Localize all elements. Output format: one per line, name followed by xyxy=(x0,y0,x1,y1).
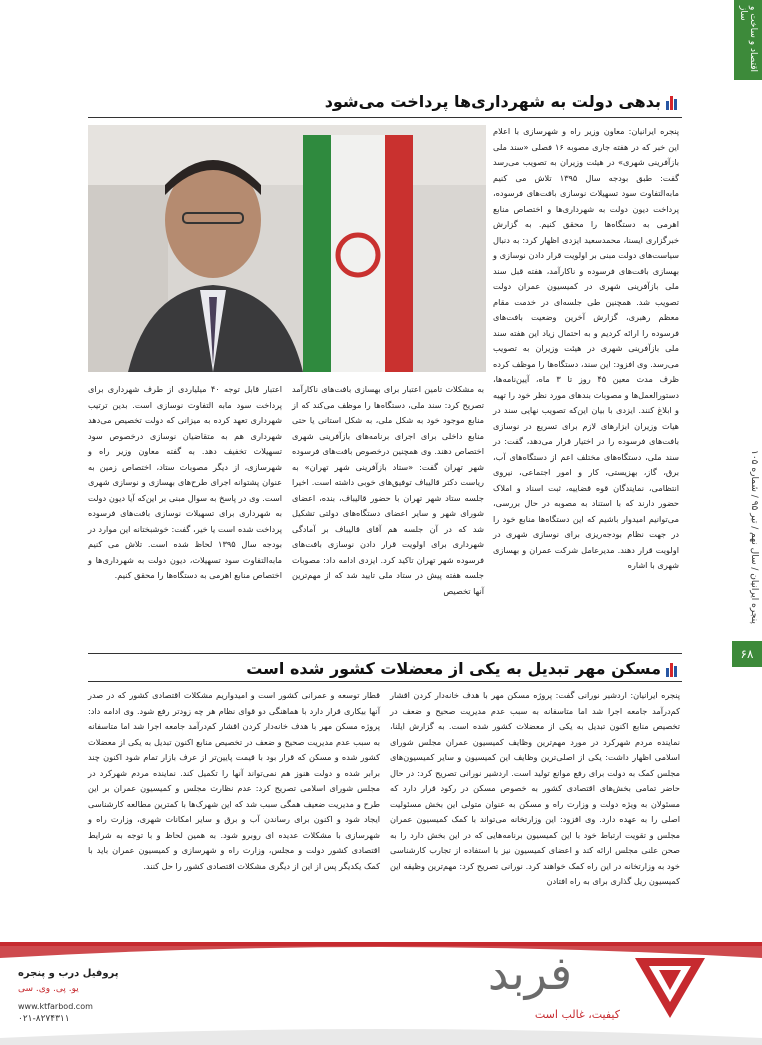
article2-divider xyxy=(88,681,682,682)
product-title: پروفیل درب و پنجره xyxy=(18,968,119,979)
section-tab xyxy=(734,0,762,80)
article1-column-middle: به مشکلات تامین اعتبار برای بهسازی بافت‌های ناکارآمد تصریح کرد: سند ملی، دستگاه‌ها را موظف می‌کند که از منابع موجود خود به شکل ملی، به شکل استانی یا حتی منابع داخلی برای اجرای برنامه‌های بازآفرینی شهری اختصاص دهند. وی همچنین درخصوص بافت‌های فرسوده شهر تهران گفت: «ستاد بازآفرینی شهر تهران» به ریاست دکتر قالیباف توفیق‌های خوبی داشته است. اخیرا جلسه ستاد شهر تهران با حضور قالیباف، بنده، اعضای شورای شهر و سایر اعضای دستگاه‌های دولتی تشکیل شد که در آن جلسه هم آقای قالیباف بر آمادگی شهرداری برای اولویت قرار دادن نوسازی بافت‌های فرسوده شهر تهران تاکید کرد. ایزدی ادامه داد: مصوبات جلسه هفته پیش در ستاد ملی تایید شد که از مهم‌ترین آنها تخصیص xyxy=(292,384,484,596)
sidebar xyxy=(734,0,762,1045)
page-number: ۶۸ xyxy=(732,641,762,667)
footer-advertisement xyxy=(0,938,762,1045)
article2-top-divider xyxy=(88,653,682,654)
article2-title: مسکن مهر تبدیل به یکی از معضلات کشور شده است xyxy=(246,659,661,678)
article1-column-right: پنجره ایرانیان: معاون وزیر راه و شهرسازی با اعلام این خبر که در هفته جاری مصوبه ۱۶ فصلی «سند ملی بازآفرینی شهری» در هیئت وزیران به تصویب می‌رسد گفت: طبق بودجه سال ۱۳۹۵ تلاش می کنیم مابه‌التفاوت سود تسهیلات نوسازی بافت‌های فرسوده، پرداخت دیون دولت به شهرداری‌ها و اختصاص منابع اهرمی به دستگاه‌ها را محقق کنیم. به گزارش خبرگزاری ایسنا، محمدسعید ایزدی اظهار کرد: به دنبال سیاست‌های دولت مبنی بر اولویت قرار دادن نوسازی و بهسازی بافت‌های فرسوده و ناکارآمد، هفته قبل سند ملی بازآفرینی شهری در کمیسیون عمران دولت تصویب شد. همچنین طی جلسه‌ای در خدمت مقام معظم رهبری، گزارش آخرین وضعیت بافت‌های فرسوده را ارائه کردیم و به احتمال زیاد این هفته سند ملی بازآفرینی شهری در هیئت وزیران به تصویب می‌رسد. وی افزود: این سند، دستگاه‌ها را موظف کرده ظرف مدت معین ۴۵ روز تا ۳ ماه، آیین‌نامه‌ها، دستورالعمل‌ها و مصوبات بندهای مورد نظر خود را تهیه و ابلاغ کنند. ایزدی با بیان این‌که تصویب نهایی سند در هیات وزیران ابزارهای لازم برای تسریع در نوسازی بافت‌های فرسوده را در اختیار قرار می‌دهد، گفت: در سند ملی، دستگاه‌های مختلف اعم از دستگاه‌های آب، برق، گاز، بهزیستی، کار و امور اجتماعی، نیروی انتظامی، نمایندگان قوه قضاییه، ثبت اسناد و املاک حضور دارند که با استناد به مصوبه در حال بررسی، می‌توانیم امیدوار باشیم که این دستگاه‌ها منابع خود را در جهت نظام بودجه‌ریزی برای نوسازی شهری در اولویت قرار دهند. مدیرعامل شرکت عمران و بهسازی شهری با اشاره xyxy=(493,126,679,570)
website-link[interactable]: www.ktfarbod.com xyxy=(18,1002,93,1011)
section-tab-label: اقتصاد و ساخت و ساز xyxy=(738,6,758,73)
brand-tagline: کیفیت، غالب است xyxy=(534,1008,620,1021)
phone-number: ۰۲۱-۸۲۷۴۳۱۱ xyxy=(18,1014,70,1024)
headline-bars-icon xyxy=(666,96,678,110)
article2-column-right: پنجره ایرانیان: اردشیر نورانی گفت: پروژه مسکن مهر با هدف خانه‌دار کردن اقشار کم‌درآمد جامعه اجرا شد اما متاسفانه به سبب عدم مدیریت صحیح و ضعف در تخصیص منابع اکنون تبدیل به یکی از معضلات کشور شده است. به گزارش ایلنا، نماینده مردم شهرکرد در مورد مهم‌ترین وظایف کمیسیون عمران مجلس شورای اسلامی اظهار داشت: یکی از اصلی‌ترین وظایف این کمیسیون و سایر کمیسیون‌های مجلس کمک به دولت برای رفع موانع تولید است. اردشیر نورانی تصریح کرد: در حال حاضر تمامی بخش‌های اقتصادی کشور به خصوص مسکن در رکود قرار دارد که مسئولان به ویژه دولت و وزارت راه و مسکن به عنوان متولی این بخش مسئولیت اصلی را به عهده دارد. وی افزود: این وزارتخانه می‌تواند با کمک کمیسیون عمران مجلس و تقویت ارتباط خود با این کمیسیون برنامه‌هایی که در این بخش دارد را به صحن علنی مجلس ارائه کند و اعضای کمیسیون نیز با استفاده از تجارب کارشناسی خود به وزارتخانه در این راه کمک خواهند کرد. نورانی تصریح کرد: مهم‌ترین وظیفه این کمیسیون ریل گذاری برای به راه افتادن xyxy=(390,690,680,886)
article1-column-left: اعتبار قابل توجه ۴۰ میلیاردی از طرف شهرداری برای پرداخت سود مابه التفاوت نوسازی است. بدین ترتیب شهرداری تعهد کرده به میزانی که دولت تخصیص می‌دهد شهرداری هم به متقاضیان نوسازی درخصوص سود تسهیلات تخفیف دهد. به گفته معاون وزیر راه و شهرسازی، از دیگر مصوبات ستاد، اختصاص زمین به عنوان پشتوانه اجرای طرح‌های بهسازی و نوسازی شهری است. وی در پاسخ به سوال مبنی بر این‌که آیا دیون دولت به شهرداری برای تسهیلات نوسازی بافت‌های فرسوده پرداخت شده است یا خیر، گفت: خوشبختانه این موارد در بودجه سال ۱۳۹۵ لحاظ شده است. تلاش می کنیم مابه‌التفاوت سود تسهیلات، دیون دولت به شهرداری‌ها و اختصاص منابع اهرمی به دستگاه‌ها را محقق کنیم. xyxy=(88,384,282,580)
article2-column-left: قطار توسعه و عمرانی کشور است و امیدواریم مشکلات اقتصادی کشور که در صدر آنها بیکاری قرار دارد با هماهنگی دو قوای نظام هر چه زودتر رفع شود. وی ادامه داد: پروژه مسکن مهر با هدف خانه‌دار کردن اقشار کم‌درآمد جامعه اجرا شد اما متاسفانه به سبب عدم مدیریت صحیح و ضعف در تخصیص منابع اکنون تبدیل به یکی از معضلات کشور شده و مسکن که قرار بود با قیمت پایین‌تر از عرف بازار تمام شود اکنون چند برابر شده و دولت هنوز هم نمی‌تواند آنها را تکمیل کند. نماینده مردم شهرکرد در مجلس شورای اسلامی تصریح کرد: عدم نظارت مجلس و کمیسیون عمران بر این طرح و مدیریت ضعیف همگی سبب شد که این شهرک‌ها با کمترین مطالعه کارشناسی ایجاد شود و اکنون برای رساندن آب و برق و سایر امکانات شهری، وزارت راه و شهرسازی با مشکلات عدیده ای روبرو شود. به همین لحاظ و با توجه به شرایط اقتصادی کشور دولت و مجلس، وزارت راه و شهرسازی و کمیسیون عمران باید با کمک یکدیگر پس از این از دیگری مشکلات اقتصادی کشور را حل کنند. xyxy=(88,690,380,871)
article1-title: بدهی دولت به شهرداری‌ها پرداخت می‌شود xyxy=(324,92,661,111)
brand-logo-text: فربد xyxy=(487,946,573,1000)
headline-bars-icon xyxy=(666,663,678,677)
article1-divider xyxy=(88,117,682,118)
issue-line: پنجره ایرانیان / سال نهم / تیر ۹۵ / شماره ۱۰۵ xyxy=(749,450,759,624)
product-subtitle: یو. پی. وی. سی xyxy=(18,984,79,994)
official-portrait-photo xyxy=(88,125,486,372)
